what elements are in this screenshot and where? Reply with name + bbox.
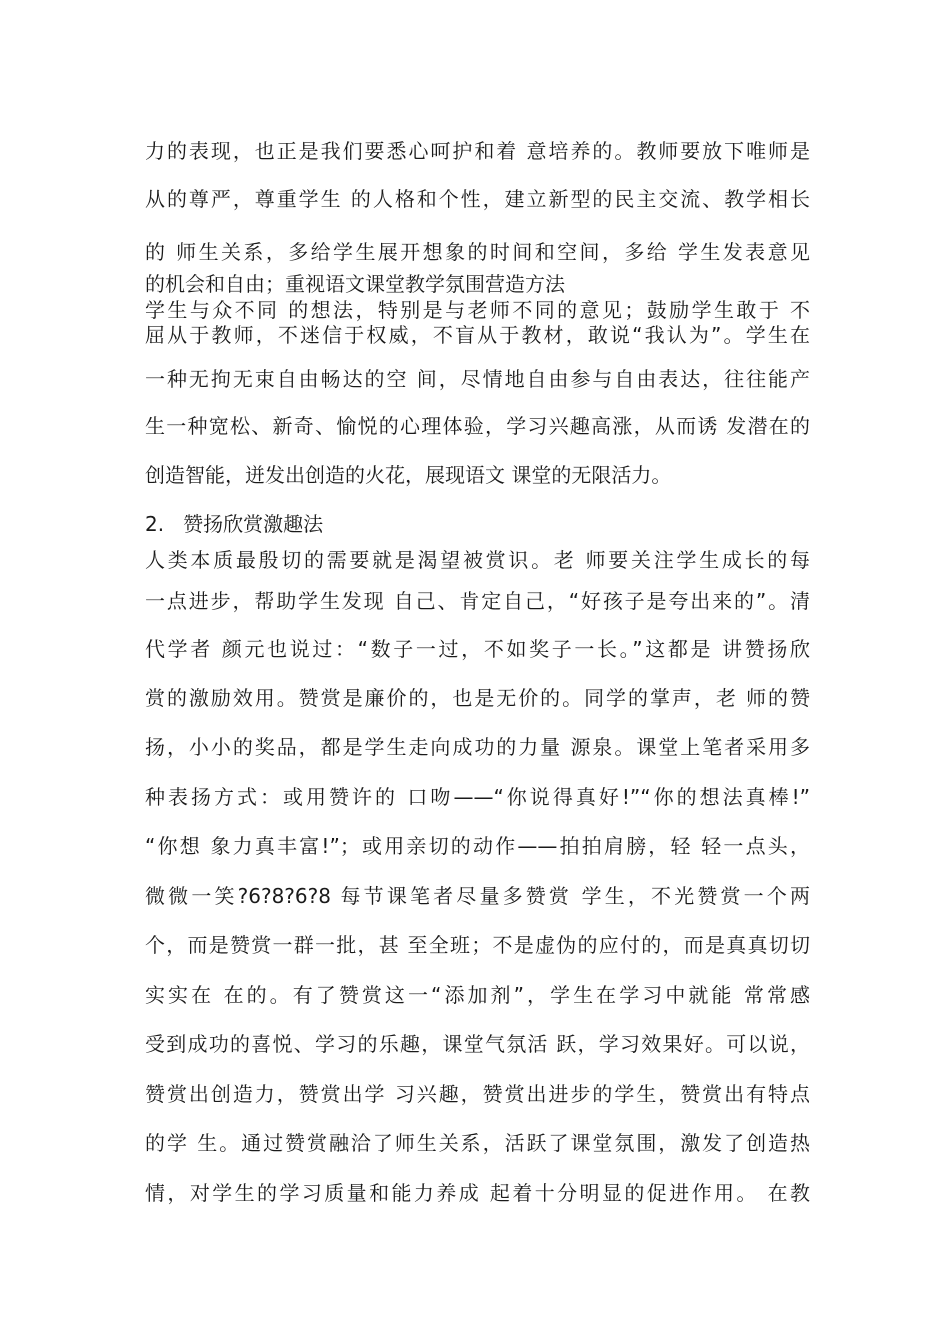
paragraph-line: 扬，小小的奖品，都是学生走向成功的力量 源泉。课堂上笔者采用多 [145, 735, 810, 759]
paragraph-line: 受到成功的喜悦、学习的乐趣，课堂气氛活 跃，学习效果好。可以说， [145, 1032, 810, 1056]
paragraph-line: 赞赏出创造力，赞赏出学 习兴趣，赞赏出进步的学生，赞赏出有特点 [145, 1082, 810, 1106]
paragraph-line: 种表扬方式：或用赞许的 口吻——“你说得真好!”“你的想法真棒!” [145, 785, 810, 809]
paragraph-line: 人类本质最殷切的需要就是渴望被赏识。老 师要关注学生成长的每 [145, 548, 810, 572]
paragraph-line: 实实在 在的。有了赞赏这一“添加剂”，学生在学习中就能 常常感 [145, 983, 810, 1007]
paragraph-line: 的 师生关系，多给学生展开想象的时间和空间，多给 学生发表意见 [145, 240, 810, 264]
paragraph-line: 屈从于教师，不迷信于权威，不盲从于教材，敢说“我认为”。学生在 [145, 323, 810, 347]
section-heading: 2. 赞扬欣赏激趣法 [145, 512, 324, 536]
paragraph-line: 生一种宽松、新奇、愉悦的心理体验，学习兴趣高涨，从而诱 发潜在的 [145, 414, 810, 438]
paragraph-line: 微微一笑?6?8?6?8 每节课笔者尽量多赞赏 学生，不光赞赏一个两 [145, 884, 810, 908]
paragraph-line: 从的尊严，尊重学生 的人格和个性，建立新型的民主交流、教学相长 [145, 187, 810, 211]
paragraph-line: 一种无拘无束自由畅达的空 间，尽情地自由参与自由表达，往往能产 [145, 367, 810, 391]
paragraph-line: 的学 生。通过赞赏融洽了师生关系，活跃了课堂氛围，激发了创造热 [145, 1131, 810, 1155]
paragraph-line: 情，对学生的学习质量和能力养成 起着十分明显的促进作用。 在教 [145, 1181, 810, 1205]
paragraph-line: 个，而是赞赏一群一批，甚 至全班；不是虚伪的应付的，而是真真切切 [145, 933, 810, 957]
paragraph-line: 一点进步，帮助学生发现 自己、肯定自己，“好孩子是夸出来的”。清 [145, 589, 810, 613]
paragraph-line: 的机会和自由；重视语文课堂教学氛围营造方法 [145, 272, 565, 296]
paragraph-line: 赏的激励效用。赞赏是廉价的，也是无价的。同学的掌声，老 师的赞 [145, 686, 810, 710]
paragraph-line: 代学者 颜元也说过：“数子一过，不如奖子一长。”这都是 讲赞扬欣 [145, 637, 810, 661]
paragraph-line: 力的表现，也正是我们要悉心呵护和着 意培养的。教师要放下唯师是 [145, 139, 810, 163]
paragraph-line: 创造智能，迸发出创造的火花，展现语文 课堂的无限活力。 [145, 463, 672, 487]
paragraph-line: 学生与众不同 的想法，特别是与老师不同的意见；鼓励学生敢于 不 [145, 298, 810, 322]
paragraph-line: “你想 象力真丰富!”；或用亲切的动作——拍拍肩膀，轻 轻一点头， [145, 834, 810, 858]
